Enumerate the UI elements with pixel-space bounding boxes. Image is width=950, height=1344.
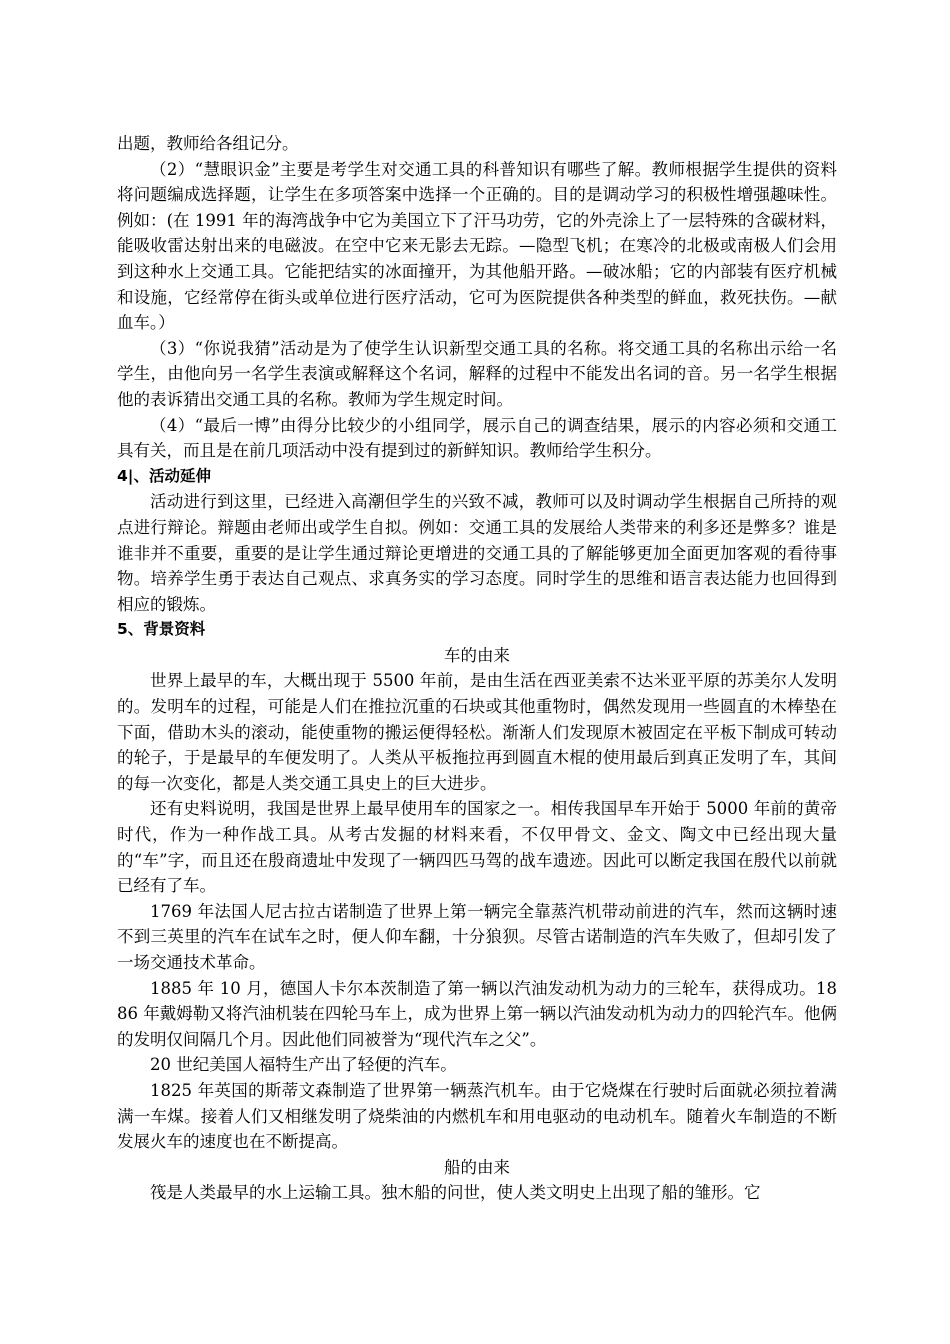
paragraph-car-2: 还有史料说明，我国是世界上最早使用车的国家之一。相传我国早车开始于 5000 年前的黄帝时代，作为一种作战工具。从考古发掘的材料来看，不仅甲骨文、金文、陶文中已经出现大量的“车”字，而且还在殷商遗址中发现了一辆四匹马驾的战车遗迹。因此可以断定我国在殷代以前就已经有了车。 — [117, 799, 837, 896]
section-heading-background: 5、背景资料 — [117, 620, 206, 639]
paragraph-activity-extension: 活动进行到这里，已经进入高潮但学生的兴致不减，教师可以及时调动学生根据自己所持的观点进行辩论。辩题由老师出或学生自拟。例如：交通工具的发展给人类带来的利多还是弊多？谁是谁非并不重要，重要的是让学生通过辩论更增进的交通工具的了解能够更加全面更加客观的看待事物。培养学生勇于表达自己观点、求真务实的学习态度。同时学生的思维和语言表达能力也回得到相应的锻炼。 — [117, 492, 837, 614]
document-page — [117, 131, 837, 1206]
paragraph-car-3: 1769 年法国人尼古拉古诺制造了世界上第一辆完全靠蒸汽机带动前进的汽车，然而这辆时速不到三英里的汽车在试车之时，便人仰车翻，十分狼狈。尽管古诺制造的汽车失败了，但却引发了一场交通技术革命。 — [117, 901, 837, 972]
paragraph-car-5: 20 世纪美国人福特生产出了轻便的汽车。 — [150, 1055, 457, 1075]
paragraph-car-1: 世界上最早的车，大概出现于 5500 年前，是由生活在西亚美索不达米亚平原的苏美尔人发明的。发明车的过程，可能是人们在推拉沉重的石块或其他重物时，偶然发现用一些圆直的木棒垫在下面，借助木头的滚动，能使重物的搬运便得轻松。渐渐人们发现原木被固定在平板下制成可转动的轮子，于是最早的车便发明了。人类从平板拖拉再到圆直木棍的使用最后到真正发明了车，其间的每一次变化，都是人类交通工具史上的巨大进步。 — [117, 671, 837, 793]
paragraph-item-4: （4）“最后一博”由得分比较少的小组同学，展示自己的调查结果，展示的内容必须和交通工具有关，而且是在前几项活动中没有提到过的新鲜知识。教师给学生积分。 — [117, 415, 837, 461]
subtitle-ship-origin: 船的由来 — [444, 1157, 510, 1177]
paragraph-item-2: （2）“慧眼识金”主要是考学生对交通工具的科普知识有哪些了解。教师根据学生提供的资料将问题编成选择题，让学生在多项答案中选择一个正确的。目的是调动学习的积极性增强趣味性。例如：(在 1991 年的海湾战争中它为美国立下了汗马功劳，它的外壳涂上了一层特殊的含碳材料，能吸收雷达射出来的电磁波。在空中它来无影去无踪。—隐型飞机；在寒冷的北极或南极人们会用到这种水上交通工具。它能把结实的冰面撞开，为其他船开路。—破冰船；它的内部装有医疗机械和设施，它经常停在街头或单位进行医疗活动，它可为医院提供各种类型的鲜血，救死扶伤。—献血车。） — [117, 159, 837, 333]
subtitle-car-origin: 车的由来 — [444, 645, 510, 665]
paragraph-item-3: （3）“你说我猜”活动是为了使学生认识新型交通工具的名称。将交通工具的名称出示给一名学生，由他向另一名学生表演或解释这个名词，解释的过程中不能发出名词的音。另一名学生根据他的表诉猜出交通工具的名称。教师为学生规定时间。 — [117, 338, 837, 409]
paragraph-car-4: 1885 年 10 月，德国人卡尔本茨制造了第一辆以汽油发动机为动力的三轮车，获得成功。1886 年戴姆勒又将汽油机装在四轮马车上，成为世界上第一辆以汽油发动机为动力的四轮汽车。他俩的发明仅间隔几个月。因此他们同被誉为“现代汽车之父”。 — [117, 978, 837, 1049]
paragraph-car-6: 1825 年英国的斯蒂文森制造了世界第一辆蒸汽机车。由于它烧煤在行驶时后面就必须拉着满满一车煤。接着人们又相继发明了烧柴油的内燃机车和用电驱动的电动机车。随着火车制造的不断发展火车的速度也在不断提高。 — [117, 1080, 837, 1152]
section-heading-activity-extension: 4|、活动延伸 — [117, 466, 211, 485]
paragraph-intro-end: 出题，教师给各组记分。 — [117, 134, 299, 153]
paragraph-ship-1: 筏是人类最早的水上运输工具。独木船的问世，使人类文明史上出现了船的雏形。它 — [150, 1183, 761, 1203]
